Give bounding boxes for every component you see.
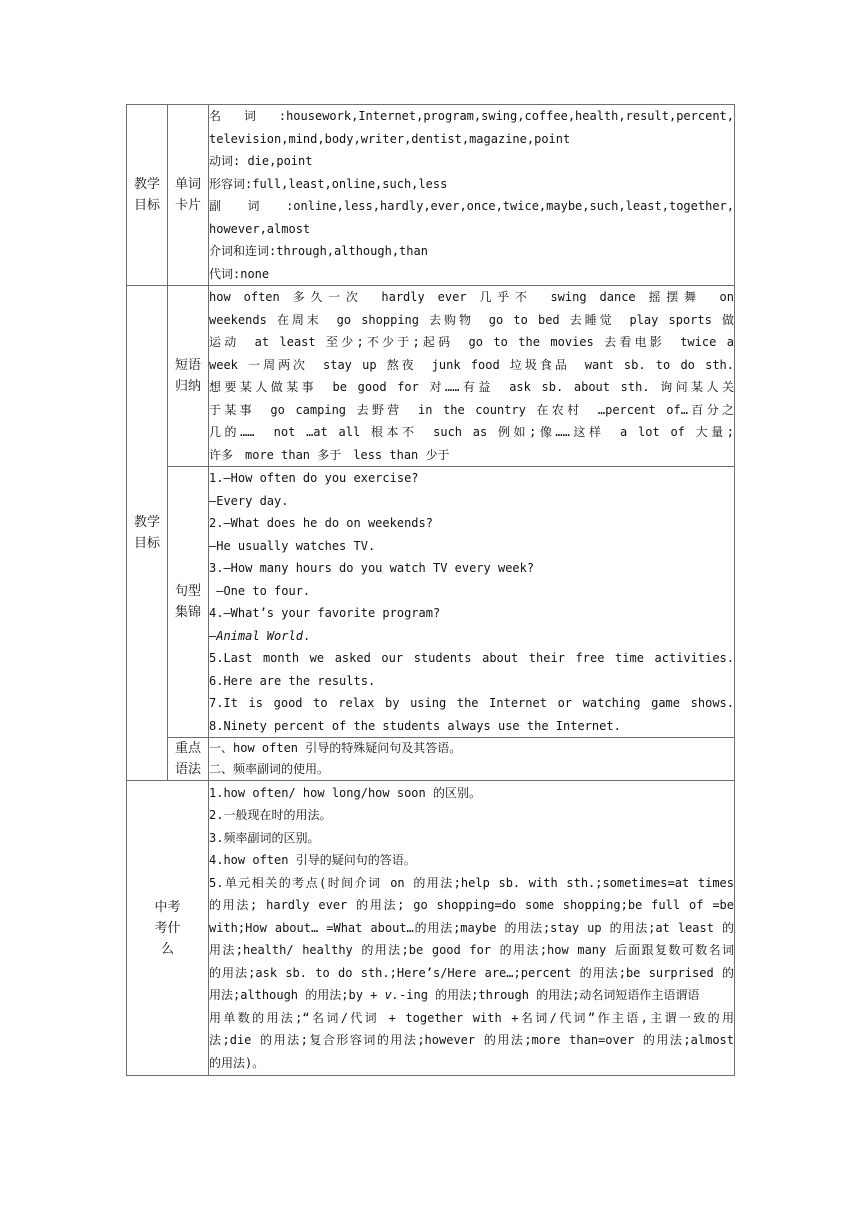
- sentence-line: 7.It is good to relax by using the Internet or watching game shows.: [209, 696, 734, 710]
- sentence-line: 5.Last month we asked our students about their free time activities.: [209, 651, 734, 665]
- phrases-row: [127, 286, 735, 467]
- phrase-line: week 一周两次 stay up 熬夜 junk food 垃圾食品 want sb. to do sth.: [209, 357, 734, 372]
- exam-cell: [209, 781, 735, 1076]
- exam-line: 5.单元相关的考点(时间介词 on 的用法;help sb. with sth.;sometimes=at times: [209, 875, 734, 890]
- exam-line: 3.频率副词的区别。: [209, 830, 320, 845]
- italic-answer: Animal World: [216, 628, 303, 643]
- grammar-label: 重点语法: [168, 738, 209, 781]
- vocab-line: 动词: die,point: [209, 154, 313, 168]
- phrase-line: weekends 在周末 go shopping 去购物 go to bed 去睡觉 play sports 做: [209, 312, 734, 327]
- sentence-line: 8.Ninety percent of the students always use the Internet.: [209, 718, 621, 733]
- phrase-line: 几的…… not …at all 根本不 such as 例如;像……这样 a lot of 大量;: [209, 425, 734, 439]
- goal-label-1: 教学目标: [127, 105, 168, 286]
- exam-line: 的用法;ask sb. to do sth.;Here’s/Here are…;percent 的用法;be surprised 的: [209, 965, 734, 980]
- exam-line: 4.how often 引导的疑问句的答语。: [209, 853, 416, 868]
- sentence-line: —Every day.: [209, 493, 289, 508]
- sentences-cell: [209, 467, 735, 738]
- sentence-line: [209, 625, 734, 648]
- vocab-line: 形容词:full,least,online,such,less: [209, 176, 448, 191]
- exam-line: 法;die 的用法;复合形容词的用法;however 的用法;more than=over 的用法;almost: [209, 1033, 734, 1048]
- vocab-line: 代词:none: [209, 266, 270, 281]
- sentence-line: 1.—How often do you exercise?: [209, 471, 419, 485]
- sentence-line: 3.—How many hours do you watch TV every week?: [209, 561, 535, 575]
- exam-line: 2.一般现在时的用法。: [209, 808, 332, 823]
- exam-line: with;How about… =What about…的用法;maybe 的用法;stay up 的用法;at least 的: [209, 920, 734, 935]
- vocab-line: 名词:housework,Internet,program,swing,coffee,health,result,percent,: [209, 109, 734, 123]
- period: .: [302, 628, 311, 643]
- phrase-line: 于某事 go camping 去野营 in the country 在农村 …percent of…百分之: [209, 402, 734, 417]
- phrase-line: how often 多久一次 hardly ever 几乎不 swing dance 摇摆舞 on: [209, 290, 734, 304]
- phrases-cell: [209, 286, 735, 467]
- goal-label-2: 教学目标: [127, 286, 168, 781]
- exam-line: 用单数的用法;“名词/代词 + together with +名词/代词”作主语,主谓一致的用: [209, 1010, 734, 1025]
- sentence-line: 6.Here are the results.: [209, 673, 376, 688]
- dash: —: [209, 628, 217, 643]
- vocab-card-label: 单词卡片: [168, 105, 209, 286]
- teaching-goals-table: [126, 104, 735, 1076]
- sentence-line: —He usually watches TV.: [209, 538, 376, 553]
- vocab-row: [127, 105, 735, 286]
- phrase-line: 运动 at least 至少;不少于;起码 go to the movies 去看电影 twice a: [209, 335, 734, 349]
- vocab-cell: [209, 105, 735, 286]
- vocab-line: television,mind,body,writer,dentist,magazine,point: [209, 131, 571, 146]
- phrase-line: 许多 more than 多于 less than 少于: [209, 447, 450, 462]
- grammar-cell: [209, 738, 735, 781]
- exam-line: 用法;although 的用法;by + v.-ing 的用法;through 的用法;动名词短语作主语谓语: [209, 988, 700, 1003]
- exam-line: 用法;health/ healthy 的用法;be good for 的用法;how many 后面跟复数可数名词: [209, 943, 734, 958]
- exam-label: 中考考什么: [127, 781, 209, 1076]
- vocab-line: 副词:online,less,hardly,ever,once,twice,maybe,such,least,together,: [209, 199, 734, 213]
- vocab-line: however,almost: [209, 221, 311, 236]
- sentences-row: [127, 467, 735, 738]
- exam-row: [127, 781, 735, 1076]
- sentence-line: —One to four.: [209, 583, 311, 598]
- grammar-line: 二、频率副词的使用。: [209, 762, 330, 776]
- sentence-line: 2.—What does he do on weekends?: [209, 516, 433, 530]
- sentences-label: 句型集锦: [168, 467, 209, 738]
- vocab-line: 介词和连词:through,although,than: [209, 244, 428, 258]
- sentence-line: 4.—What’s your favorite program?: [209, 606, 441, 620]
- exam-line: 的用法)。: [209, 1055, 265, 1070]
- italic-v: v.: [384, 988, 400, 1003]
- phrases-label: 短语归纳: [168, 286, 209, 467]
- grammar-line: 一、how often 引导的特殊疑问句及其答语。: [209, 741, 462, 755]
- exam-line: 的用法; hardly ever 的用法; go shopping=do some shopping;be full of =be: [209, 898, 734, 913]
- phrase-line: 想要某人做某事 be good for 对……有益 ask sb. about sth. 询问某人关: [209, 380, 734, 394]
- exam-line: 1.how often/ how long/how soon 的区别。: [209, 785, 481, 800]
- grammar-row: [127, 738, 735, 781]
